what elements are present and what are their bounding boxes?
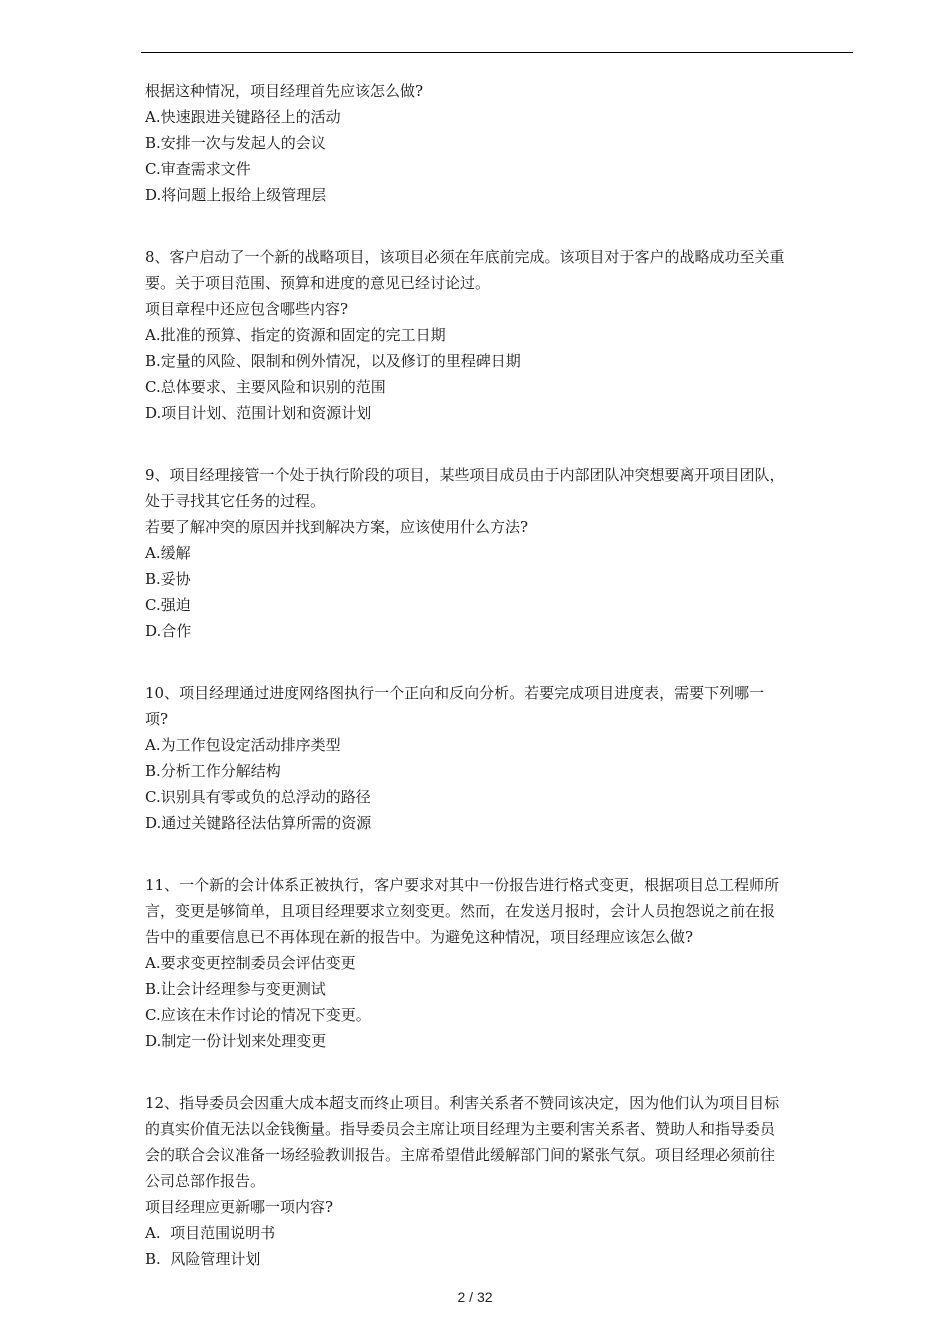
option-c: C.强迫 <box>145 596 191 614</box>
question-block-11 <box>145 872 853 1054</box>
option-b: B.定量的风险、限制和例外情况，以及修订的里程碑日期 <box>145 352 521 370</box>
option-b: B. 风险管理计划 <box>145 1250 261 1268</box>
option-b: B.安排一次与发起人的会议 <box>145 134 326 152</box>
question-line: 项? <box>145 710 169 728</box>
option-a: A. 项目范围说明书 <box>145 1224 276 1242</box>
question-line: 告中的重要信息已不再体现在新的报告中。为避免这种情况，项目经理应该怎么做? <box>145 928 694 946</box>
question-block-12 <box>145 1090 853 1272</box>
option-d: D.将问题上报给上级管理层 <box>145 186 327 204</box>
option-c: C.识别具有零或负的总浮动的路径 <box>145 788 371 806</box>
option-d: D.合作 <box>145 622 192 640</box>
question-block-continuation <box>145 78 853 208</box>
question-line: 9、项目经理接管一个处于执行阶段的项目，某些项目成员由于内部团队冲突想要离开项目团队， <box>145 466 785 484</box>
option-a: A.要求变更控制委员会评估变更 <box>145 954 356 972</box>
question-line: 处于寻找其它任务的过程。 <box>145 492 326 510</box>
question-line: 10、项目经理通过进度网络图执行一个正向和反向分析。若要完成项目进度表，需要下列哪一 <box>145 684 765 702</box>
option-c: C.总体要求、主要风险和识别的范围 <box>145 378 386 396</box>
question-block-8 <box>145 244 853 426</box>
page-number: 2 / 32 <box>457 1289 493 1305</box>
question-line: 若要了解冲突的原因并找到解决方案，应该使用什么方法? <box>145 518 529 536</box>
option-d: D.制定一份计划来处理变更 <box>145 1032 327 1050</box>
option-d: D.通过关键路径法估算所需的资源 <box>145 814 372 832</box>
question-block-9 <box>145 462 853 644</box>
question-line: 12、指导委员会因重大成本超支而终止项目。利害关系者不赞同该决定，因为他们认为项目目标 <box>145 1094 780 1112</box>
question-line: 项目经理应更新哪一项内容? <box>145 1198 334 1216</box>
option-a: A.为工作包设定活动排序类型 <box>145 736 341 754</box>
question-line: 项目章程中还应包含哪些内容? <box>145 300 349 318</box>
option-a: A.批准的预算、指定的资源和固定的完工日期 <box>145 326 446 344</box>
option-c: C.审查需求文件 <box>145 160 251 178</box>
document-body <box>145 78 853 1272</box>
question-line: 要。关于项目范围、预算和进度的意见已经讨论过。 <box>145 274 491 292</box>
question-line: 根据这种情况，项目经理首先应该怎么做? <box>145 82 424 100</box>
question-block-10 <box>145 680 853 836</box>
option-b: B.分析工作分解结构 <box>145 762 281 780</box>
option-a: A.缓解 <box>145 544 191 562</box>
option-b: B.妥协 <box>145 570 191 588</box>
option-c: C.应该在未作讨论的情况下变更。 <box>145 1006 371 1024</box>
option-b: B.让会计经理参与变更测试 <box>145 980 326 998</box>
question-line: 8、客户启动了一个新的战略项目，该项目必须在年底前完成。该项目对于客户的战略成功至关重 <box>145 248 785 266</box>
question-line: 会的联合会议准备一场经验教训报告。主席希望借此缓解部门间的紧张气氛。项目经理必须前往 <box>145 1146 776 1164</box>
header-rule <box>141 52 853 53</box>
question-line: 公司总部作报告。 <box>145 1172 266 1190</box>
option-a: A.快速跟进关键路径上的活动 <box>145 108 341 126</box>
question-line: 的真实价值无法以金钱衡量。指导委员会主席让项目经理为主要利害关系者、赞助人和指导委员 <box>145 1120 776 1138</box>
option-d: D.项目计划、范围计划和资源计划 <box>145 404 372 422</box>
question-line: 言，变更是够简单，且项目经理要求立刻变更。然而，在发送月报时，会计人员抱怨说之前在报 <box>145 902 776 920</box>
question-line: 11、一个新的会计体系正被执行，客户要求对其中一份报告进行格式变更，根据项目总工程师所 <box>145 876 780 894</box>
